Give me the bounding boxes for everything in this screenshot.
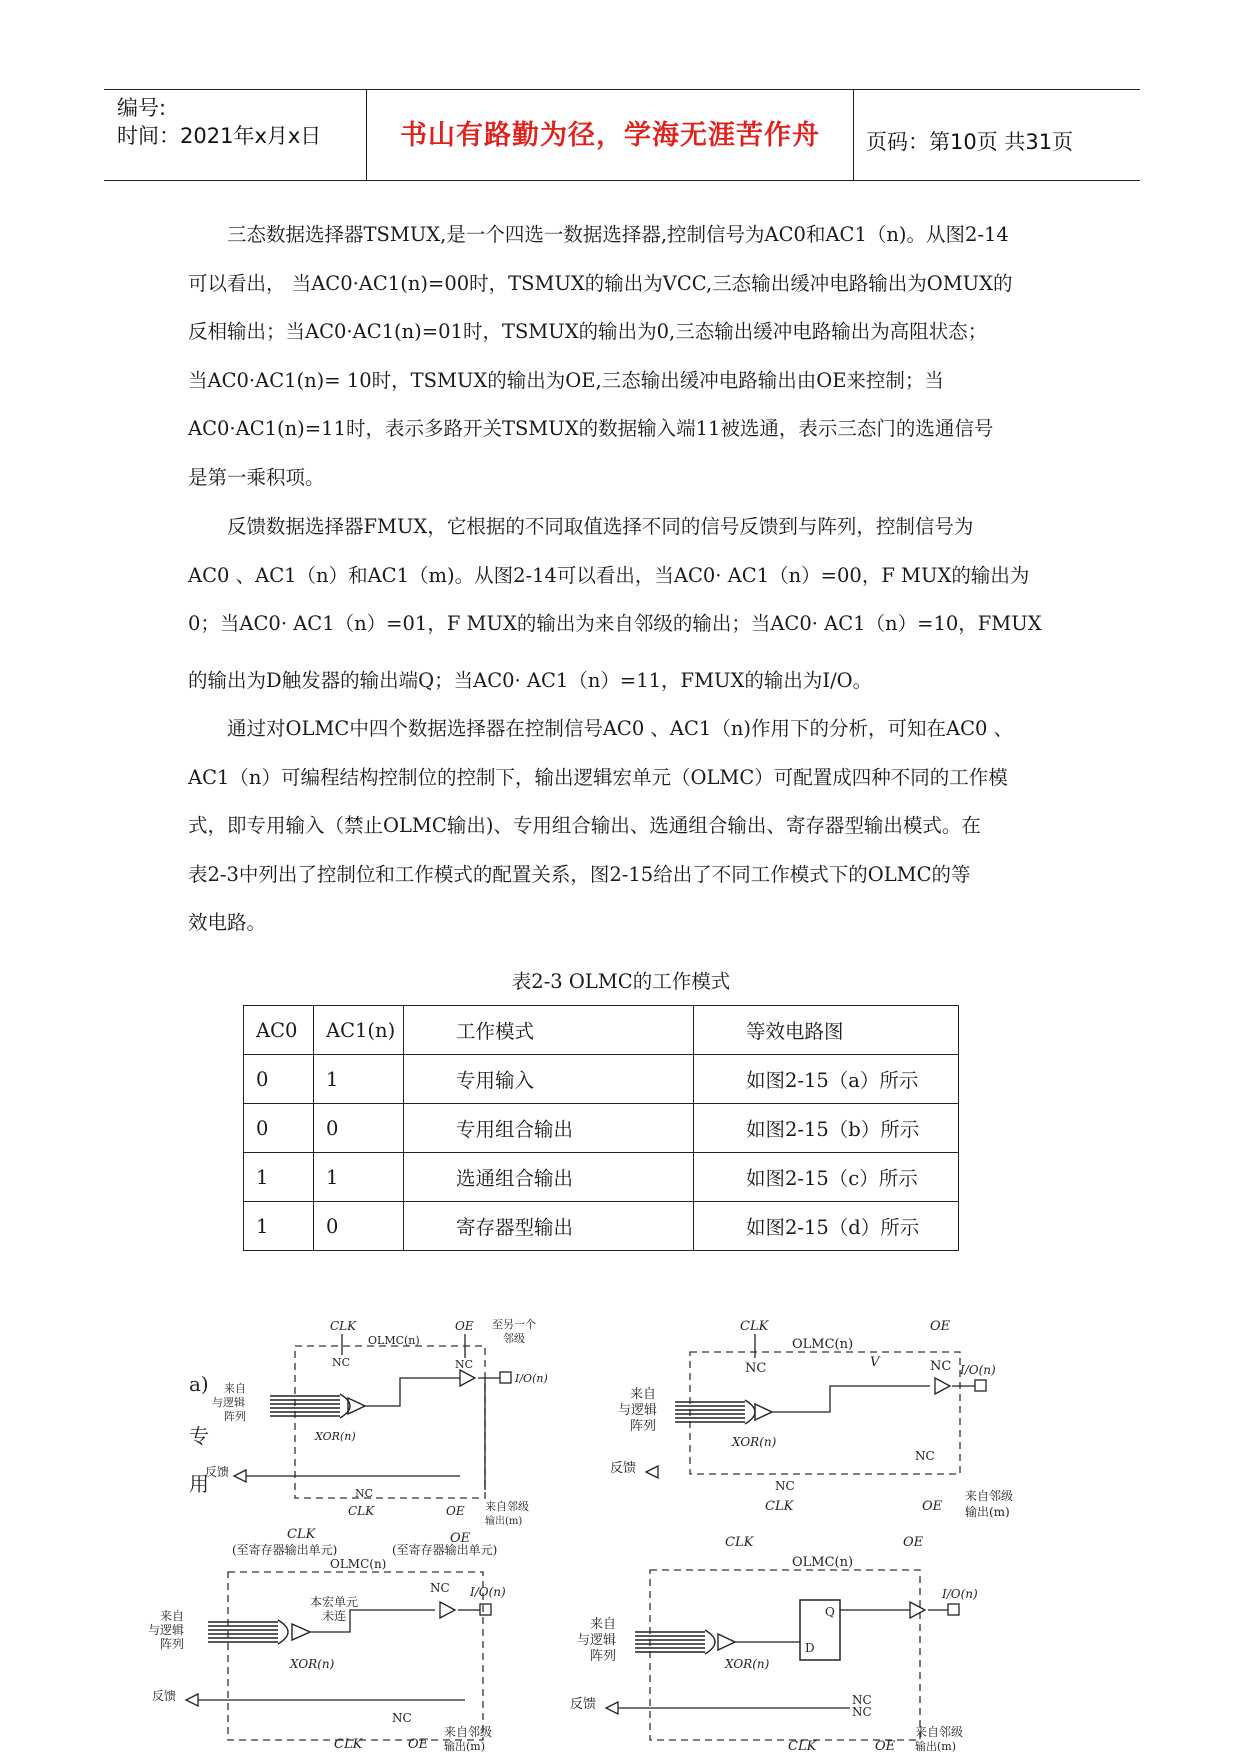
circuit-c-neighbor-1: 来自邻级 <box>444 1725 493 1739</box>
circuit-a-clk-bottom: CLK <box>348 1504 375 1518</box>
table-cell: 0 <box>314 1104 404 1153</box>
circuit-a-nc-3: NC <box>355 1487 374 1500</box>
circuit-b <box>610 1319 1013 1519</box>
table-cell: 如图2-15（a）所示 <box>694 1055 959 1104</box>
circuit-a-oe-label: OE <box>455 1319 474 1333</box>
circuit-c-oe-bottom: OE <box>408 1737 429 1752</box>
circuit-a-clk-label: CLK <box>330 1319 357 1333</box>
para1-line3: 反相输出；当AC0·AC1(n)=01时，TSMUX的输出为0,三态输出缓冲电路输出为高阻状态； <box>188 320 988 343</box>
header-top-rule <box>104 89 1140 90</box>
circuit-d-nc-1: NC <box>852 1693 872 1707</box>
header-divider-right <box>853 89 854 180</box>
header-divider-left <box>366 89 367 180</box>
table-cell: 如图2-15（b）所示 <box>694 1104 959 1153</box>
circuit-a-xor-label: XOR(n) <box>315 1430 356 1443</box>
circuit-a-from-1: 来自 <box>224 1382 246 1395</box>
circuit-c-from-2: 与逻辑 <box>148 1623 185 1637</box>
circuit-a-feedback-label: 反馈 <box>205 1465 230 1479</box>
circuit-a-io-label: I/O(n) <box>515 1372 548 1385</box>
circuit-a-nc-2: NC <box>455 1358 474 1371</box>
figure-side-label-yong: 用 <box>189 1472 209 1496</box>
table-cell: 1 <box>314 1055 404 1104</box>
circuit-b-io-label: I/O(n) <box>960 1363 996 1377</box>
circuit-b-from-2: 与逻辑 <box>618 1403 658 1418</box>
circuit-a-nc-1: NC <box>332 1356 351 1369</box>
para2-line4: 的输出为D触发器的输出端Q；当AC0· AC1（n）=11，FMUX的输出为I/O。 <box>188 668 873 692</box>
circuit-c-unconnected-1: 本宏单元 <box>310 1595 359 1609</box>
circuit-d-clk-label: CLK <box>725 1535 754 1550</box>
table-cell: 专用输入 <box>404 1055 694 1104</box>
circuit-d-from-2: 与逻辑 <box>577 1633 617 1648</box>
circuit-c-unconnected-2: 未连 <box>322 1609 347 1623</box>
circuit-b-clk-bottom: CLK <box>765 1499 794 1514</box>
para1-line6: 是第一乘积项。 <box>188 465 325 489</box>
para1-line1: 三态数据选择器TSMUX,是一个四选一数据选择器,控制信号为AC0和AC1（n)。从图2-14 <box>227 223 1009 246</box>
para2-line2: AC0 、AC1（n）和AC1（m)。从图2-14可以看出，当AC0· AC1（n）=00，F MUX的输出为 <box>188 563 1030 587</box>
table-cell: 如图2-15（d）所示 <box>694 1202 959 1251</box>
table-cell: 选通组合输出 <box>404 1153 694 1202</box>
modes-table <box>243 1005 959 1251</box>
circuit-a-to-other-1: 至另一个 <box>492 1318 536 1331</box>
para2-line3: 0；当AC0· AC1（n）=01，F MUX的输出为来自邻级的输出；当AC0· AC1（n）=10，FMUX <box>188 612 1042 635</box>
circuit-b-olmc-label: OLMC(n) <box>792 1337 854 1352</box>
header-time-label: 时间：2021年x月x日 <box>117 124 322 148</box>
table-header-row <box>244 1006 959 1055</box>
table-cell: 0 <box>244 1055 314 1104</box>
circuit-a <box>205 1318 548 1527</box>
circuit-d-from-3: 阵列 <box>590 1649 617 1664</box>
circuit-a-from-3: 阵列 <box>224 1410 246 1423</box>
paragraph-2 <box>188 503 1054 705</box>
table-cell: 0 <box>314 1202 404 1251</box>
circuit-a-neighbor-1: 来自邻级 <box>485 1500 529 1513</box>
para1-line2: 可以看出， 当AC0·AC1(n)=00时，TSMUX的输出为VCC,三态输出缓冲电路输出为OMUX的 <box>188 271 1013 295</box>
paragraph-1 <box>188 211 1054 502</box>
circuit-c-from-3: 阵列 <box>160 1637 185 1651</box>
table-cell: 如图2-15（c）所示 <box>694 1153 959 1202</box>
table-cell: 0 <box>244 1104 314 1153</box>
circuit-d-xor-label: XOR(n) <box>725 1657 770 1671</box>
circuit-a-olmc-label: OLMC(n) <box>368 1334 420 1347</box>
table-row <box>244 1202 959 1251</box>
header-number-label: 编号: <box>117 96 167 120</box>
circuit-b-nc-1: NC <box>745 1361 767 1376</box>
para3-line4: 表2-3中列出了控制位和工作模式的配置关系，图2-15给出了不同工作模式下的OLMC的等 <box>188 862 971 886</box>
circuit-b-vcc-label: V <box>870 1355 880 1370</box>
para3-line3: 式，即专用输入（禁止OLMC输出)、专用组合输出、选通组合输出、寄存器型输出模式。在 <box>188 814 981 837</box>
table-header-cell: 工作模式 <box>404 1006 694 1055</box>
circuit-c-neighbor-2: 输出(m) <box>444 1740 486 1753</box>
figure-side-label-zhuan: 专 <box>189 1424 209 1448</box>
circuit-d-clk-bottom: CLK <box>788 1739 817 1754</box>
figure-side-label-a: a) <box>189 1372 209 1396</box>
circuit-a-oe-bottom: OE <box>446 1504 465 1518</box>
table-row <box>244 1104 959 1153</box>
table-cell: 寄存器型输出 <box>404 1202 694 1251</box>
header-page-label: 页码：第10页 共31页 <box>866 130 1074 154</box>
circuit-a-to-other-2: 邻级 <box>503 1332 525 1345</box>
para3-line1: 通过对OLMC中四个数据选择器在控制信号AC0 、AC1（n)作用下的分析，可知在AC0 、 <box>227 717 1014 740</box>
circuit-d-nc-2: NC <box>852 1705 872 1719</box>
table-cell: 1 <box>244 1153 314 1202</box>
header-bottom-rule <box>104 180 1140 181</box>
circuit-c-nc-1: NC <box>430 1581 450 1595</box>
circuit-d-feedback-label: 反馈 <box>570 1697 597 1712</box>
circuit-b-clk-label: CLK <box>740 1319 769 1334</box>
table-cell: 专用组合输出 <box>404 1104 694 1153</box>
circuit-b-nc-4: NC <box>915 1449 935 1463</box>
circuit-c-olmc-label: OLMC(n) <box>330 1557 387 1571</box>
para3-line2: AC1（n）可编程结构控制位的控制下，输出逻辑宏单元（OLMC）可配置成四种不同的工作模 <box>188 765 1008 789</box>
circuit-b-oe-bottom: OE <box>922 1499 943 1514</box>
circuit-c-clk-label: CLK <box>287 1527 316 1542</box>
circuit-c <box>148 1527 506 1753</box>
circuit-b-from-3: 阵列 <box>630 1419 657 1434</box>
circuit-c-feedback-label: 反馈 <box>152 1689 177 1703</box>
circuit-b-from-1: 来自 <box>630 1387 657 1402</box>
circuit-d-neighbor-1: 来自邻级 <box>915 1725 964 1739</box>
circuit-b-oe-label: OE <box>930 1319 951 1334</box>
table-header-cell: AC0 <box>244 1006 314 1055</box>
header-motto: 书山有路勤为径，学海无涯苦作舟 <box>400 120 820 151</box>
circuit-c-to-reg-2: (至寄存器输出单元) <box>392 1543 498 1557</box>
table-caption: 表2-3 OLMC的工作模式 <box>511 970 731 993</box>
circuit-a-neighbor-2: 输出(m) <box>485 1516 523 1527</box>
circuit-c-xor-label: XOR(n) <box>290 1657 335 1671</box>
circuit-c-clk-bottom: CLK <box>334 1737 363 1752</box>
table-cell: 1 <box>244 1202 314 1251</box>
table-header-cell: AC1(n) <box>314 1006 404 1055</box>
circuit-d-from-1: 来自 <box>590 1617 617 1632</box>
circuit-b-nc-2: NC <box>930 1359 952 1374</box>
circuit-d <box>570 1535 978 1754</box>
table-row <box>244 1055 959 1104</box>
circuit-b-neighbor-1: 来自邻级 <box>965 1489 1014 1503</box>
para1-line5: AC0·AC1(n)=11时，表示多路开关TSMUX的数据输入端11被选通，表示三态门的选通信号 <box>188 417 994 440</box>
circuit-c-oe-label: OE <box>450 1531 471 1546</box>
table-cell: 1 <box>314 1153 404 1202</box>
circuit-d-oe-label: OE <box>903 1535 924 1550</box>
circuit-d-neighbor-2: 输出(m) <box>915 1740 957 1753</box>
circuit-b-xor-label: XOR(n) <box>732 1435 777 1449</box>
circuit-d-olmc-label: OLMC(n) <box>792 1555 854 1570</box>
circuit-d-d-label: D <box>805 1641 815 1655</box>
circuit-c-io-label: I/O(n) <box>470 1585 506 1599</box>
circuit-b-nc-3: NC <box>775 1479 795 1493</box>
circuit-b-neighbor-2: 输出(m) <box>965 1505 1010 1519</box>
table-row <box>244 1153 959 1202</box>
circuit-c-from-1: 来自 <box>160 1609 185 1623</box>
para1-line4: 当AC0·AC1(n)= 10时，TSMUX的输出为OE,三态输出缓冲电路输出由OE来控制；当 <box>188 368 944 392</box>
paragraph-3 <box>188 705 1054 948</box>
circuit-d-io-label: I/O(n) <box>942 1587 978 1601</box>
circuit-d-oe-bottom: OE <box>875 1739 896 1754</box>
circuit-d-q-label: Q <box>825 1605 835 1619</box>
circuit-c-nc-2: NC <box>392 1711 412 1725</box>
olmc-circuit-figure <box>148 1310 1130 1754</box>
circuit-a-from-2: 与逻辑 <box>212 1396 245 1409</box>
circuit-c-to-reg-1: (至寄存器输出单元) <box>232 1543 338 1557</box>
para3-line5: 效电路。 <box>188 911 267 934</box>
circuit-b-feedback-label: 反馈 <box>610 1461 637 1476</box>
para2-line1: 反馈数据选择器FMUX，它根据的不同取值选择不同的信号反馈到与阵列，控制信号为 <box>227 515 974 538</box>
table-header-cell: 等效电路图 <box>694 1006 959 1055</box>
